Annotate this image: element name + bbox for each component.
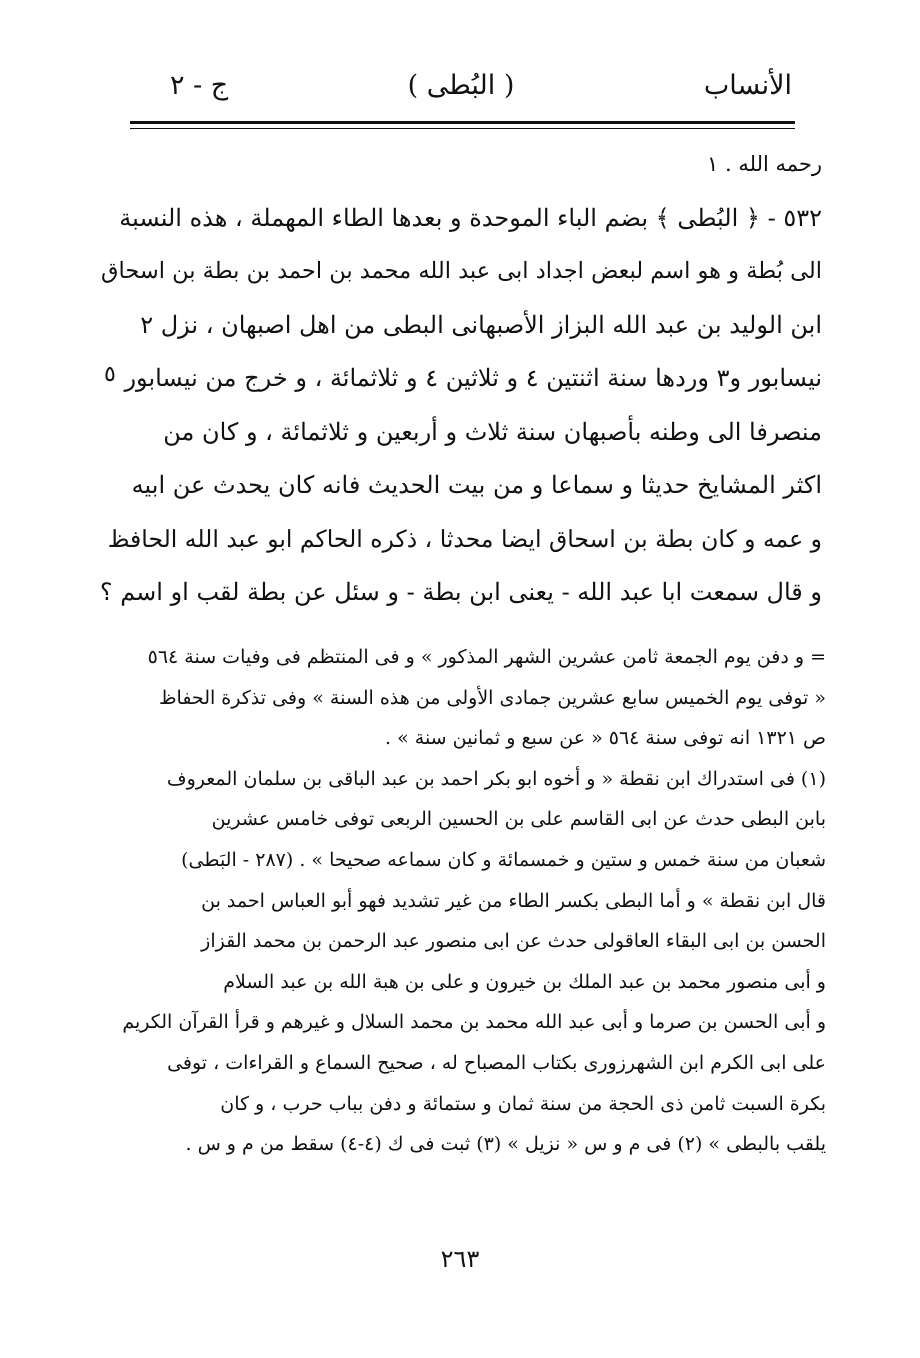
footnotes [96,637,826,1165]
footnote-line: يلقب بالبطى » (٢) فى م و س « نزيل » (٣) ثبت فى ك (٤-٤) سقط من م و س . [185,1133,826,1156]
header-volume: ج - ٢ [170,70,229,101]
footnote-line: على ابى الكرم ابن الشهرزورى بكتاب المصباح له ، صحيح السماع و القراءات ، توفى [167,1051,826,1074]
header-rule-thin [130,128,795,129]
text-line: و قال سمعت ابا عبد الله - يعنى ابن بطة - و سئل عن بطة لقب او اسم ؟ [99,578,822,606]
page-number: ٢٦٣ [440,1245,480,1273]
text-line: و عمه و كان بطة بن اسحاق ايضا محدثا ، ذكره الحاكم ابو عبد الله الحافظ [107,524,822,553]
footnote-line: بكرة السبت ثامن ذى الحجة من سنة ثمان و ستمائة و دفن بباب حرب ، و كان [220,1092,826,1115]
text-line: منصرفا الى وطنه بأصبهان سنة ثلاث و أربعين و ثلاثمائة ، و كان من [163,417,822,446]
footnote-line: شعبان من سنة خمس و ستين و خمسمائة و كان سماعه صحيحا » . (٢٨٧ - البَطى) [181,848,826,871]
header-book-title: الأنساب [703,70,792,101]
footnote-line: قال ابن نقطة » و أما البطى بكسر الطاء من غير تشديد فهو أبو العباس احمد بن [201,889,826,912]
footnote-line: ص ١٣٢١ انه توفى سنة ٥٦٤ « عن سبع و ثمانين سنة » . [385,727,826,750]
text-line: رحمه الله . ١ [707,152,822,176]
footnote-line: (١) فى استدراك ابن نقطة « و أخوه ابو بكر احمد بن عبد الباقى بن سلمان المعروف [166,767,826,790]
main-text [98,138,822,620]
text-line: الى بُطة و هو اسم لبعض اجداد ابى عبد الله محمد بن احمد بن بطة بن اسحاق [101,258,822,284]
line-number-marker: ٥ [104,362,116,387]
header-rule-thick [130,121,795,124]
header-entry-title: ( البُطى ) [407,70,515,101]
text-line: ٥٣٢ - ﴿ البُطى ﴾ بضم الباء الموحدة و بعدها الطاء المهملة ، هذه النسبة [119,203,822,232]
footnote-line: و أبى الحسن بن صرما و أبى عبد الله محمد بن محمد السلال و غيرهم و قرأ القرآن الكريم [122,1011,826,1034]
footnote-line: = و دفن يوم الجمعة ثامن عشرين الشهر المذكور » و فى المنتظم فى وفيات سنة ٥٦٤ [147,646,826,668]
running-header [130,70,792,114]
text-line: ابن الوليد بن عبد الله البزاز الأصبهانى البطى من اهل اصبهان ، نزل ٢ [140,310,822,339]
text-line: اكثر المشايخ حديثا و سماعا و من بيت الحديث فانه كان يحدث عن ابيه [131,471,822,499]
footnote-line: الحسن بن ابى البقاء العاقولى حدث عن ابى منصور عبد الرحمن بن محمد القزاز [201,930,826,953]
footnote-line: بابن البطى حدث عن ابى القاسم على بن الحسين الربعى توفى خامس عشرين [211,808,826,831]
footnote-line: « توفى يوم الخميس سابع عشرين جمادى الأولى من هذه السنة » وفى تذكرة الحفاظ [158,686,826,709]
footnote-line: و أبى منصور محمد بن عبد الملك بن خيرون و على بن هبة الله بن عبد السلام [223,970,826,993]
text-line: نيسابور و٣ وردها سنة اثنتين ٤ و ثلاثين ٤ و ثلاثمائة ، و خرج من نيسابور [124,364,822,392]
